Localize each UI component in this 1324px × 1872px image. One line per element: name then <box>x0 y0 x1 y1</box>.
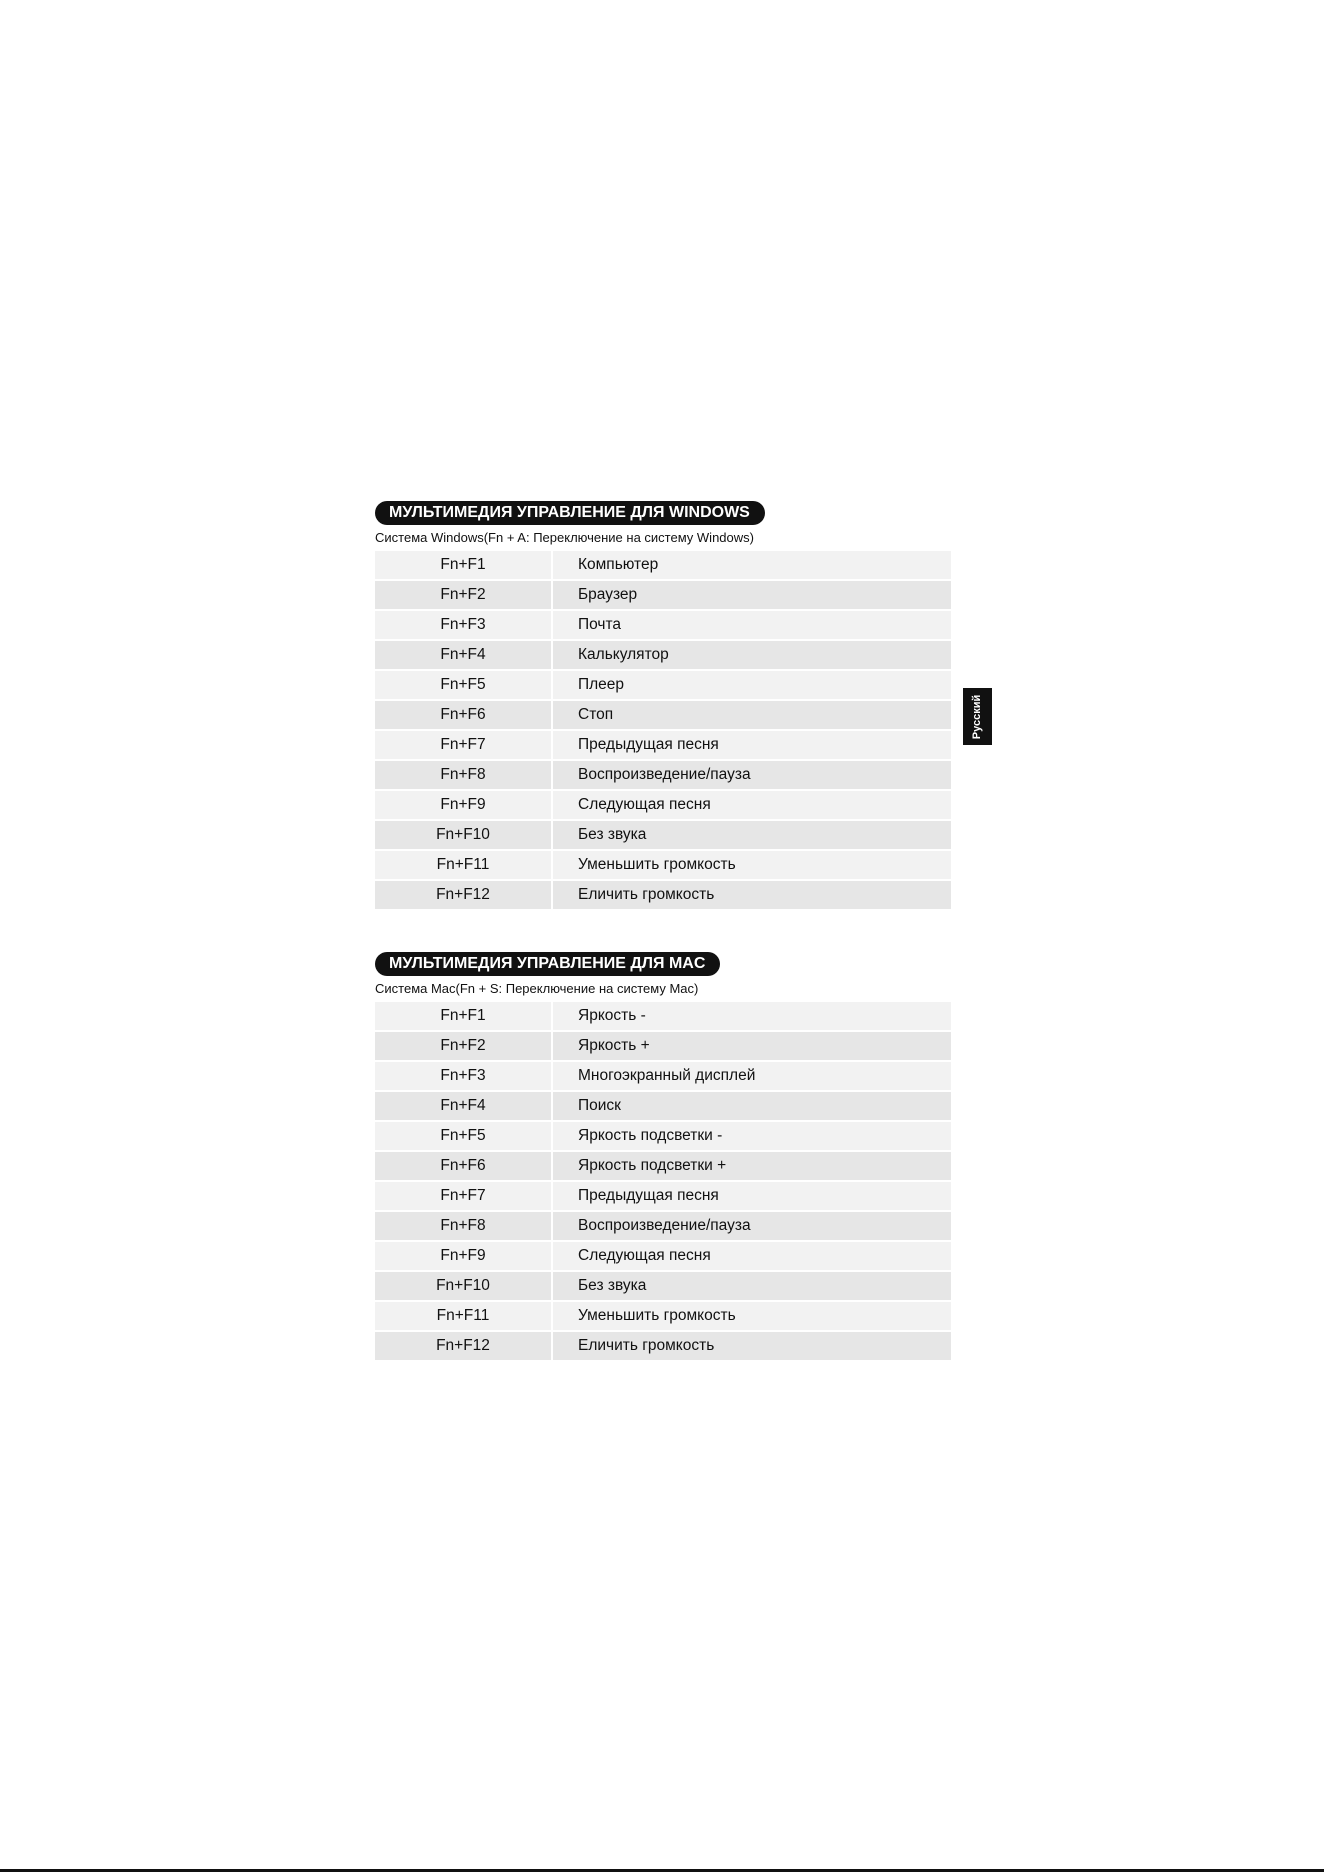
shortcut-key-cell: Fn+F1 <box>375 551 551 579</box>
table-row <box>375 551 951 579</box>
shortcut-key-cell: Fn+F9 <box>375 791 551 819</box>
table-row <box>375 731 951 759</box>
shortcut-key-cell: Fn+F3 <box>375 611 551 639</box>
shortcut-function-cell: Еличить громкость <box>553 1332 951 1360</box>
shortcut-function-cell: Почта <box>553 611 951 639</box>
table-row <box>375 1212 951 1240</box>
shortcut-function-cell: Без звука <box>553 821 951 849</box>
shortcut-key-cell: Fn+F1 <box>375 1002 551 1030</box>
shortcut-key-cell: Fn+F8 <box>375 761 551 789</box>
table-row <box>375 611 951 639</box>
language-tab-label: Русский <box>971 694 984 739</box>
table-row <box>375 851 951 879</box>
shortcut-key-cell: Fn+F12 <box>375 1332 551 1360</box>
shortcut-function-cell: Предыдущая песня <box>553 1182 951 1210</box>
shortcut-key-cell: Fn+F6 <box>375 701 551 729</box>
table-row <box>375 701 951 729</box>
table-row <box>375 761 951 789</box>
shortcut-key-cell: Fn+F2 <box>375 581 551 609</box>
mac-section-title: МУЛЬТИМЕДИЯ УПРАВЛЕНИЕ ДЛЯ MAC <box>375 952 720 976</box>
table-row <box>375 1062 951 1090</box>
shortcut-function-cell: Поиск <box>553 1092 951 1120</box>
windows-shortcut-table <box>375 551 951 909</box>
shortcut-function-cell: Воспроизведение/пауза <box>553 761 951 789</box>
shortcut-function-cell: Следующая песня <box>553 791 951 819</box>
shortcut-function-cell: Яркость - <box>553 1002 951 1030</box>
windows-section <box>375 501 951 911</box>
shortcut-key-cell: Fn+F4 <box>375 641 551 669</box>
shortcut-key-cell: Fn+F2 <box>375 1032 551 1060</box>
table-row <box>375 1332 951 1360</box>
windows-section-subtitle: Система Windows(Fn + A: Переключение на систему Windows) <box>375 530 754 545</box>
shortcut-key-cell: Fn+F7 <box>375 1182 551 1210</box>
shortcut-key-cell: Fn+F10 <box>375 1272 551 1300</box>
shortcut-key-cell: Fn+F9 <box>375 1242 551 1270</box>
shortcut-key-cell: Fn+F5 <box>375 671 551 699</box>
shortcut-function-cell: Следующая песня <box>553 1242 951 1270</box>
shortcut-function-cell: Яркость подсветки + <box>553 1152 951 1180</box>
table-row <box>375 1272 951 1300</box>
windows-section-title: МУЛЬТИМЕДИЯ УПРАВЛЕНИЕ ДЛЯ WINDOWS <box>375 501 765 525</box>
shortcut-key-cell: Fn+F3 <box>375 1062 551 1090</box>
table-row <box>375 641 951 669</box>
table-row <box>375 1182 951 1210</box>
language-tab <box>963 688 992 745</box>
shortcut-function-cell: Воспроизведение/пауза <box>553 1212 951 1240</box>
shortcut-key-cell: Fn+F8 <box>375 1212 551 1240</box>
mac-section-subtitle: Система Mac(Fn + S: Переключение на систему Mac) <box>375 981 699 996</box>
mac-shortcut-table <box>375 1002 951 1360</box>
shortcut-function-cell: Многоэкранный дисплей <box>553 1062 951 1090</box>
table-row <box>375 821 951 849</box>
shortcut-key-cell: Fn+F6 <box>375 1152 551 1180</box>
shortcut-function-cell: Без звука <box>553 1272 951 1300</box>
shortcut-function-cell: Уменьшить громкость <box>553 1302 951 1330</box>
shortcut-key-cell: Fn+F7 <box>375 731 551 759</box>
shortcut-function-cell: Предыдущая песня <box>553 731 951 759</box>
table-row <box>375 1122 951 1150</box>
table-row <box>375 1242 951 1270</box>
shortcut-key-cell: Fn+F5 <box>375 1122 551 1150</box>
shortcut-key-cell: Fn+F12 <box>375 881 551 909</box>
shortcut-function-cell: Яркость + <box>553 1032 951 1060</box>
table-row <box>375 1002 951 1030</box>
shortcut-function-cell: Стоп <box>553 701 951 729</box>
table-row <box>375 1032 951 1060</box>
table-row <box>375 1302 951 1330</box>
mac-section <box>375 952 951 1362</box>
shortcut-key-cell: Fn+F11 <box>375 1302 551 1330</box>
shortcut-function-cell: Плеер <box>553 671 951 699</box>
shortcut-function-cell: Компьютер <box>553 551 951 579</box>
shortcut-function-cell: Еличить громкость <box>553 881 951 909</box>
shortcut-key-cell: Fn+F10 <box>375 821 551 849</box>
shortcut-key-cell: Fn+F4 <box>375 1092 551 1120</box>
shortcut-function-cell: Уменьшить громкость <box>553 851 951 879</box>
table-row <box>375 581 951 609</box>
table-row <box>375 1152 951 1180</box>
table-row <box>375 881 951 909</box>
shortcut-function-cell: Яркость подсветки - <box>553 1122 951 1150</box>
shortcut-function-cell: Калькулятор <box>553 641 951 669</box>
table-row <box>375 791 951 819</box>
table-row <box>375 671 951 699</box>
table-row <box>375 1092 951 1120</box>
shortcut-function-cell: Браузер <box>553 581 951 609</box>
shortcut-key-cell: Fn+F11 <box>375 851 551 879</box>
